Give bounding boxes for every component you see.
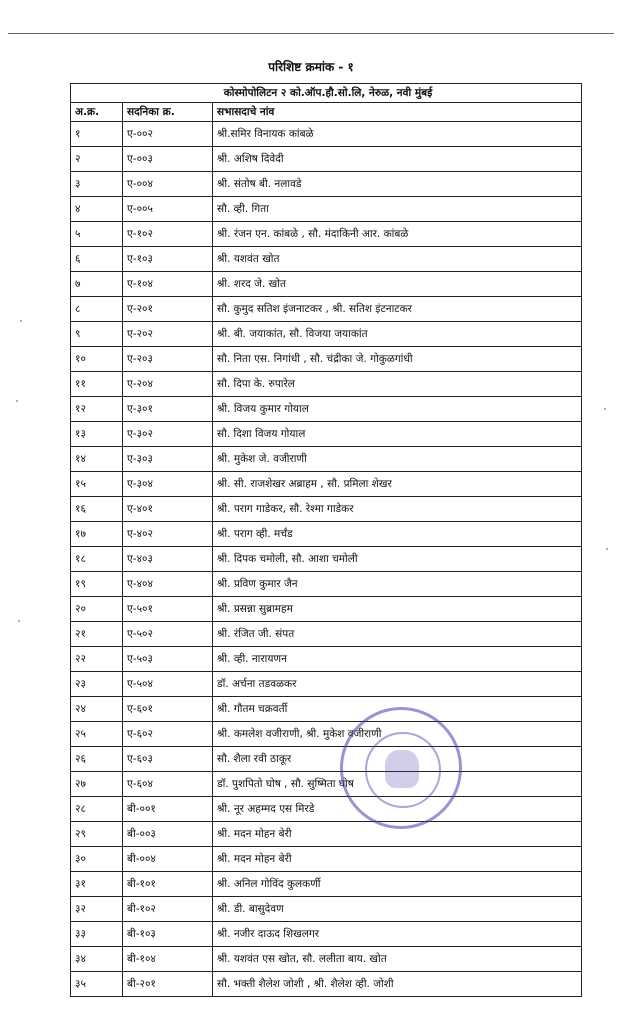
table-title-row bbox=[71, 84, 582, 103]
flat-cell: ए-५०३ bbox=[123, 647, 213, 672]
table-row bbox=[71, 222, 582, 247]
scan-speck bbox=[606, 548, 608, 550]
flat-cell: बी-१०४ bbox=[123, 947, 213, 972]
table-row bbox=[71, 272, 582, 297]
serial-cell: १७ bbox=[71, 522, 123, 547]
serial-cell: १० bbox=[71, 347, 123, 372]
member-name-cell: सौ. व्ही. गिता bbox=[213, 197, 582, 222]
top-divider bbox=[8, 33, 614, 34]
table-row bbox=[71, 122, 582, 147]
flat-cell: ए-५०४ bbox=[123, 672, 213, 697]
flat-cell: ए-२०१ bbox=[123, 297, 213, 322]
table-header-row bbox=[71, 103, 582, 122]
flat-cell: ए-४०३ bbox=[123, 547, 213, 572]
table-row bbox=[71, 322, 582, 347]
scan-speck bbox=[16, 400, 18, 402]
member-name-cell: श्री. सी. राजशेखर अब्राहम , सौ. प्रमिला शेखर bbox=[213, 472, 582, 497]
serial-cell: ७ bbox=[71, 272, 123, 297]
serial-cell: ३४ bbox=[71, 947, 123, 972]
member-name-cell: श्री.समिर विनायक कांबळे bbox=[213, 122, 582, 147]
flat-cell: ए-३०३ bbox=[123, 447, 213, 472]
member-name-cell: श्री. अनिल गोविंद कुलकर्णी bbox=[213, 872, 582, 897]
serial-cell: ६ bbox=[71, 247, 123, 272]
table-row bbox=[71, 947, 582, 972]
flat-cell: ए-५०२ bbox=[123, 622, 213, 647]
member-name-cell: सौ. दिशा विजय गोयाल bbox=[213, 422, 582, 447]
table-row bbox=[71, 822, 582, 847]
table-row bbox=[71, 847, 582, 872]
member-name-cell: श्री. डी. बासुदेवण bbox=[213, 897, 582, 922]
serial-cell: ३५ bbox=[71, 972, 123, 997]
flat-cell: ए-३०१ bbox=[123, 397, 213, 422]
flat-cell: ए-४०१ bbox=[123, 497, 213, 522]
flat-cell: बी-००३ bbox=[123, 822, 213, 847]
flat-cell: बी-००४ bbox=[123, 847, 213, 872]
member-name-cell: श्री. दिपक चमोली, सौ. आशा चमोली bbox=[213, 547, 582, 572]
member-name-cell: श्री. रंजन एन. कांबळे , सौ. मंदाकिनी आर. कांबळे bbox=[213, 222, 582, 247]
member-name-cell: सौ. निता एस. निगांधी , सौ. चंद्रीका जे. गोकुळगांधी bbox=[213, 347, 582, 372]
member-name-cell: श्री. नजीर दाऊद शिखलगर bbox=[213, 922, 582, 947]
serial-cell: २० bbox=[71, 597, 123, 622]
member-name-cell: श्री. यशवंत खोत bbox=[213, 247, 582, 272]
serial-cell: ११ bbox=[71, 372, 123, 397]
serial-cell: १४ bbox=[71, 447, 123, 472]
table-row bbox=[71, 372, 582, 397]
serial-cell: २ bbox=[71, 147, 123, 172]
serial-cell: १ bbox=[71, 122, 123, 147]
table-row bbox=[71, 572, 582, 597]
scan-speck bbox=[20, 320, 22, 322]
table-row bbox=[71, 797, 582, 822]
serial-cell: ३२ bbox=[71, 897, 123, 922]
member-name-cell: श्री. व्ही. नारायणन bbox=[213, 647, 582, 672]
member-name-cell: श्री. मुकेश जे. वजीराणी bbox=[213, 447, 582, 472]
member-name-cell: श्री. पराग गाडेकर, सौ. रेश्मा गाडेकर bbox=[213, 497, 582, 522]
society-seal bbox=[340, 707, 462, 829]
column-header-flat: सदनिका क्र. bbox=[123, 103, 213, 122]
table-row bbox=[71, 147, 582, 172]
member-name-cell: डॉ. पुशपितो घोष , सौ. सुष्मिता घोष bbox=[213, 772, 582, 797]
table-row bbox=[71, 547, 582, 572]
table-row bbox=[71, 297, 582, 322]
flat-cell: ए-४०४ bbox=[123, 572, 213, 597]
flat-cell: बी-२०१ bbox=[123, 972, 213, 997]
member-name-cell: श्री. अशिष दिवेदी bbox=[213, 147, 582, 172]
flat-cell: ए-६०४ bbox=[123, 772, 213, 797]
member-name-cell: सौ. शैला रवी ठाकूर bbox=[213, 747, 582, 772]
table-row bbox=[71, 972, 582, 997]
flat-cell: ए-६०१ bbox=[123, 697, 213, 722]
flat-cell: ए-२०३ bbox=[123, 347, 213, 372]
flat-cell: ए-४०२ bbox=[123, 522, 213, 547]
serial-cell: २७ bbox=[71, 772, 123, 797]
serial-cell: ४ bbox=[71, 197, 123, 222]
serial-cell: २४ bbox=[71, 697, 123, 722]
serial-cell: २५ bbox=[71, 722, 123, 747]
table-body bbox=[71, 122, 582, 997]
table-row bbox=[71, 422, 582, 447]
serial-cell: १९ bbox=[71, 572, 123, 597]
table-row bbox=[71, 747, 582, 772]
member-name-cell: श्री. शरद जे. खोत bbox=[213, 272, 582, 297]
serial-cell: ५ bbox=[71, 222, 123, 247]
member-name-cell: श्री. प्रविण कुमार जैन bbox=[213, 572, 582, 597]
column-header-serial: अ.क्र. bbox=[71, 103, 123, 122]
society-name: कोस्मोपोलिटन २ को.ऑप.हौ.सो.लि, नेरुळ, नवी मुंबई bbox=[71, 84, 582, 103]
serial-cell: १८ bbox=[71, 547, 123, 572]
flat-cell: ए-२०४ bbox=[123, 372, 213, 397]
table-row bbox=[71, 172, 582, 197]
flat-cell: ए-१०४ bbox=[123, 272, 213, 297]
table-row bbox=[71, 472, 582, 497]
table-row bbox=[71, 522, 582, 547]
table-row bbox=[71, 897, 582, 922]
serial-cell: १२ bbox=[71, 397, 123, 422]
table-row bbox=[71, 622, 582, 647]
member-table bbox=[70, 83, 582, 997]
serial-cell: २२ bbox=[71, 647, 123, 672]
table-row bbox=[71, 772, 582, 797]
table-row bbox=[71, 872, 582, 897]
member-name-cell: श्री. यशवंत एस खोत, सौ. ललीता बाय. खोत bbox=[213, 947, 582, 972]
table-row bbox=[71, 722, 582, 747]
member-name-cell: सौ. कुमुद सतिश इंजनाटकर , श्री. सतिश इंटनाटकर bbox=[213, 297, 582, 322]
table-row bbox=[71, 597, 582, 622]
table-row bbox=[71, 697, 582, 722]
table-row bbox=[71, 397, 582, 422]
serial-cell: ९ bbox=[71, 322, 123, 347]
serial-cell: १६ bbox=[71, 497, 123, 522]
serial-cell: २१ bbox=[71, 622, 123, 647]
serial-cell: ३० bbox=[71, 847, 123, 872]
table-row bbox=[71, 497, 582, 522]
member-name-cell: श्री. बी. जयाकांत, सौ. विजया जयाकांत bbox=[213, 322, 582, 347]
flat-cell: ए-००३ bbox=[123, 147, 213, 172]
member-name-cell: श्री. रंजित जी. संपत bbox=[213, 622, 582, 647]
serial-cell: ३ bbox=[71, 172, 123, 197]
flat-cell: बी-१०२ bbox=[123, 897, 213, 922]
serial-cell: ३३ bbox=[71, 922, 123, 947]
column-header-member: सभासदाचे नांव bbox=[213, 103, 582, 122]
serial-cell: २६ bbox=[71, 747, 123, 772]
appendix-title: परिशिष्ट क्रमांक - १ bbox=[268, 60, 354, 74]
member-name-cell: श्री. प्रसन्ना सुब्रामहम bbox=[213, 597, 582, 622]
member-name-cell: श्री. पराग व्ही. मर्चंड bbox=[213, 522, 582, 547]
table-row bbox=[71, 347, 582, 372]
flat-cell: ए-१०३ bbox=[123, 247, 213, 272]
flat-cell: ए-५०१ bbox=[123, 597, 213, 622]
member-name-cell: श्री. विजय कुमार गोयाल bbox=[213, 397, 582, 422]
serial-cell: २९ bbox=[71, 822, 123, 847]
table-row bbox=[71, 672, 582, 697]
flat-cell: बी-१०३ bbox=[123, 922, 213, 947]
seal-emblem-icon bbox=[385, 750, 419, 788]
flat-cell: ए-००४ bbox=[123, 172, 213, 197]
member-name-cell: श्री. कमलेश वजीराणी, श्री. मुकेश वजीराणी bbox=[213, 722, 582, 747]
serial-cell: २८ bbox=[71, 797, 123, 822]
serial-cell: १५ bbox=[71, 472, 123, 497]
member-name-cell: श्री. गौतम चक्रवर्ती bbox=[213, 697, 582, 722]
flat-cell: ए-६०३ bbox=[123, 747, 213, 772]
flat-cell: ए-१०२ bbox=[123, 222, 213, 247]
member-name-cell: सौ. भक्ती शैलेश जोशी , श्री. शैलेश व्ही. जोशी bbox=[213, 972, 582, 997]
flat-cell: ए-३०२ bbox=[123, 422, 213, 447]
member-name-cell: सौ. दिपा के. रुपारेल bbox=[213, 372, 582, 397]
flat-cell: बी-००१ bbox=[123, 797, 213, 822]
member-name-cell: श्री. संतोष बी. नलावडे bbox=[213, 172, 582, 197]
flat-cell: ए-००५ bbox=[123, 197, 213, 222]
serial-cell: २३ bbox=[71, 672, 123, 697]
flat-cell: ए-६०२ bbox=[123, 722, 213, 747]
member-name-cell: डॉ. अर्चना तडवळकर bbox=[213, 672, 582, 697]
flat-cell: ए-००२ bbox=[123, 122, 213, 147]
serial-cell: १३ bbox=[71, 422, 123, 447]
table-row bbox=[71, 247, 582, 272]
member-name-cell: श्री. मदन मोहन बेरी bbox=[213, 847, 582, 872]
flat-cell: ए-३०४ bbox=[123, 472, 213, 497]
flat-cell: बी-१०१ bbox=[123, 872, 213, 897]
serial-cell: ३१ bbox=[71, 872, 123, 897]
table-row bbox=[71, 447, 582, 472]
flat-cell: ए-२०२ bbox=[123, 322, 213, 347]
member-name-cell: श्री. नूर अहम्मद एस मिरडे bbox=[213, 797, 582, 822]
table-row bbox=[71, 647, 582, 672]
serial-cell: ८ bbox=[71, 297, 123, 322]
scan-speck bbox=[604, 408, 606, 410]
table-row bbox=[71, 922, 582, 947]
member-name-cell: श्री. मदन मोहन बेरी bbox=[213, 822, 582, 847]
table-row bbox=[71, 197, 582, 222]
scan-speck bbox=[18, 620, 20, 622]
